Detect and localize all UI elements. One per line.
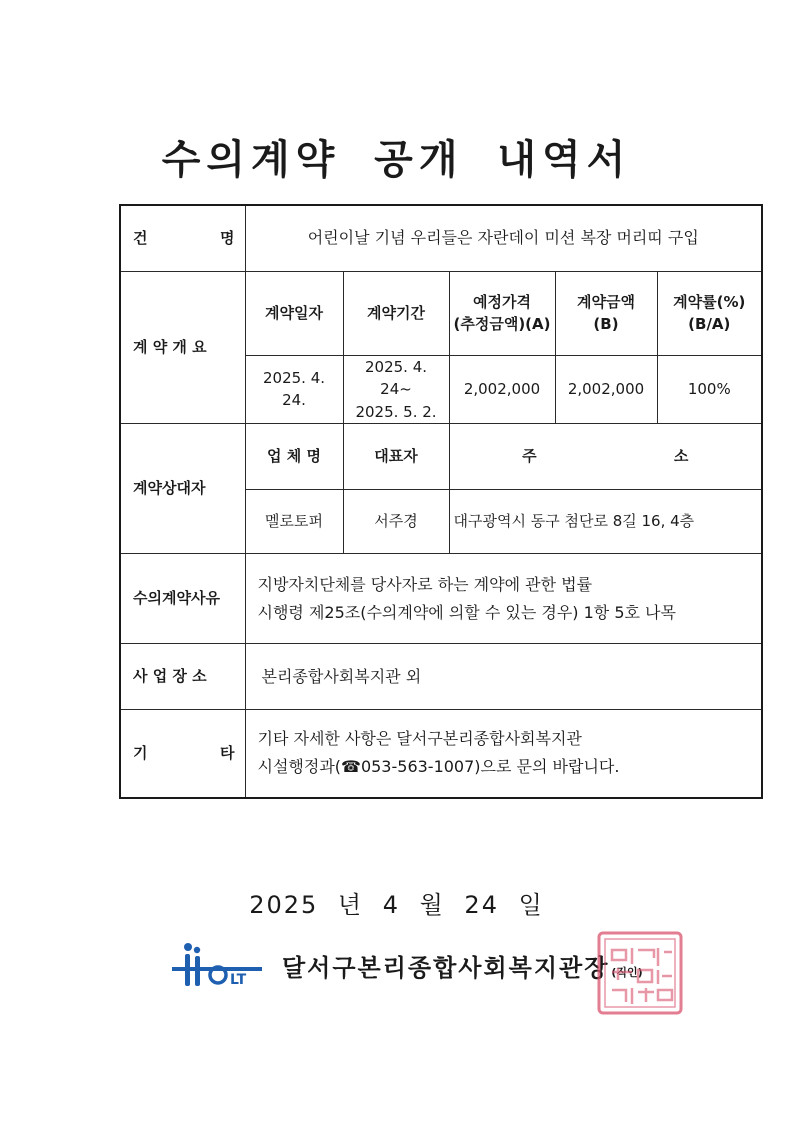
- other-row: [120, 710, 762, 798]
- contract-amount-value: 2,002,000: [555, 355, 657, 424]
- counterparty-header-row: [120, 424, 762, 490]
- company-value: 멜로토퍼: [245, 490, 343, 554]
- issuer-name: 달서구본리종합사회복지관장 (직인): [282, 954, 643, 982]
- other-value: 기타 자세한 사항은 달서구본리종합사회복지관 시설행정과(☎053-563-1007)으로 문의 바랍니다.: [245, 710, 762, 798]
- item-row: [120, 205, 762, 271]
- address-value: 대구광역시 동구 첨단로 8길 16, 4층: [449, 490, 762, 554]
- overview-label: 계 약 개 요: [120, 271, 245, 424]
- item-label: 건 명: [120, 205, 245, 271]
- contract-period-header: 계약기간: [343, 271, 449, 355]
- seal-note: (직인): [611, 966, 643, 979]
- representative-value: 서주경: [343, 490, 449, 554]
- contract-table: [119, 204, 763, 799]
- place-value: 본리종합사회복지관 외: [245, 644, 762, 710]
- item-value: 어린이날 기념 우리들은 자란데이 미션 복장 머리띠 구입: [245, 205, 762, 271]
- contract-date-value: 2025. 4. 24.: [245, 355, 343, 424]
- counterparty-label: 계약상대자: [120, 424, 245, 554]
- contract-date-header: 계약일자: [245, 271, 343, 355]
- document-title: 수의계약 공개 내역서: [161, 137, 632, 183]
- holt-logo-icon: [168, 938, 264, 990]
- overview-header-row: [120, 271, 762, 355]
- issue-date: 2025 년 4 월 24 일: [249, 891, 544, 919]
- representative-header: 대표자: [343, 424, 449, 490]
- official-seal-icon: [594, 928, 686, 1018]
- contract-rate-value: 100%: [657, 355, 762, 424]
- reason-label: 수의계약사유: [120, 554, 245, 644]
- reason-row: [120, 554, 762, 644]
- contract-amount-header: 계약금액 (B): [555, 271, 657, 355]
- estimated-price-value: 2,002,000: [449, 355, 555, 424]
- place-label: 사 업 장 소: [120, 644, 245, 710]
- company-header: 업 체 명: [245, 424, 343, 490]
- address-header: 주 소: [449, 424, 762, 490]
- contract-period-value: 2025. 4. 24~ 2025. 5. 2.: [343, 355, 449, 424]
- estimated-price-header: 예정가격 (추정금액)(A): [449, 271, 555, 355]
- other-label: 기 타: [120, 710, 245, 798]
- place-row: [120, 644, 762, 710]
- svg-text:LT: LT: [230, 972, 247, 988]
- contract-rate-header: 계약률(%) (B/A): [657, 271, 762, 355]
- reason-value: 지방자치단체를 당사자로 하는 계약에 관한 법률 시행령 제25조(수의계약에 의할 수 있는 경우) 1항 5호 나목: [245, 554, 762, 644]
